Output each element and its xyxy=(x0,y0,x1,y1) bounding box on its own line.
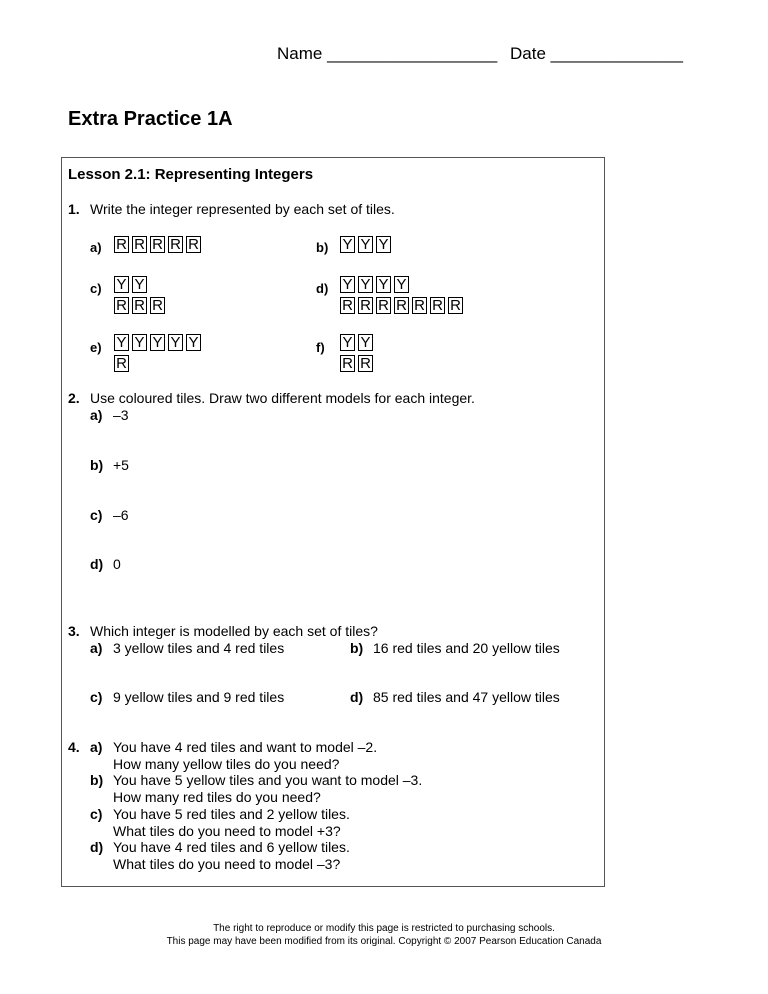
q1-text: Write the integer represented by each set of tiles. xyxy=(90,201,395,217)
q2d-value: 0 xyxy=(113,556,121,572)
red-tile: R xyxy=(114,236,129,253)
red-tile: R xyxy=(114,297,129,314)
q4c-label: c) xyxy=(90,806,103,822)
q3d-text: 85 red tiles and 47 yellow tiles xyxy=(373,689,560,705)
q4a-line1: You have 4 red tiles and want to model –2. xyxy=(113,739,378,755)
q4c-line2: What tiles do you need to model +3? xyxy=(113,823,341,839)
red-tile: R xyxy=(132,236,147,253)
q1c-label: c) xyxy=(90,281,102,296)
q1d-tiles-row1 xyxy=(340,276,409,293)
red-tile: R xyxy=(430,297,445,314)
q1-number: 1. xyxy=(68,201,80,217)
q3b-text: 16 red tiles and 20 yellow tiles xyxy=(373,640,560,656)
q2d-label: d) xyxy=(90,556,104,572)
q3b-label: b) xyxy=(350,640,364,656)
q4d-label: d) xyxy=(90,839,104,855)
q4d-line1: You have 4 red tiles and 6 yellow tiles. xyxy=(113,839,350,855)
q4d-line2: What tiles do you need to model –3? xyxy=(113,856,341,872)
red-tile: R xyxy=(114,355,129,372)
q2-text: Use coloured tiles. Draw two different models for each integer. xyxy=(90,390,475,406)
yellow-tile: Y xyxy=(150,334,165,351)
q2a-label: a) xyxy=(90,407,103,423)
q1e-tiles-row1 xyxy=(114,334,201,351)
yellow-tile: Y xyxy=(114,334,129,351)
red-tile: R xyxy=(132,297,147,314)
q3c-text: 9 yellow tiles and 9 red tiles xyxy=(113,689,285,705)
q3a-label: a) xyxy=(90,640,103,656)
name-label: Name __________________ xyxy=(277,44,498,63)
yellow-tile: Y xyxy=(186,334,201,351)
yellow-tile: Y xyxy=(340,276,355,293)
yellow-tile: Y xyxy=(358,276,373,293)
red-tile: R xyxy=(394,297,409,314)
red-tile: R xyxy=(412,297,427,314)
red-tile: R xyxy=(358,297,373,314)
q3-number: 3. xyxy=(68,623,80,639)
footer-rights: The right to reproduce or modify this page is restricted to purchasing schools. xyxy=(213,923,555,934)
red-tile: R xyxy=(376,297,391,314)
q2c-label: c) xyxy=(90,507,103,523)
q1f-label: f) xyxy=(316,340,325,355)
yellow-tile: Y xyxy=(132,334,147,351)
q3d-label: d) xyxy=(350,689,364,705)
q1b-label: b) xyxy=(316,240,329,255)
yellow-tile: Y xyxy=(132,276,147,293)
red-tile: R xyxy=(340,297,355,314)
red-tile: R xyxy=(448,297,463,314)
q1a-label: a) xyxy=(90,240,102,255)
footer-copyright: This page may have been modified from its original. Copyright © 2007 Pearson Education Canada xyxy=(166,936,602,947)
q1d-label: d) xyxy=(316,281,329,296)
q1b-tiles-row1 xyxy=(340,236,391,253)
q4b-line2: How many red tiles do you need? xyxy=(113,789,321,805)
red-tile: R xyxy=(186,236,201,253)
red-tile: R xyxy=(168,236,183,253)
q1e-tiles-row2 xyxy=(114,355,129,372)
yellow-tile: Y xyxy=(340,334,355,351)
yellow-tile: Y xyxy=(394,276,409,293)
q4c-line1: You have 5 red tiles and 2 yellow tiles. xyxy=(113,806,350,822)
q1f-tiles-row2 xyxy=(340,355,373,372)
q2a-value: –3 xyxy=(113,407,129,423)
yellow-tile: Y xyxy=(358,236,373,253)
date-label: Date ______________ xyxy=(510,44,683,63)
q1c-tiles-row1 xyxy=(114,276,147,293)
q2b-label: b) xyxy=(90,457,104,473)
q4a-label: a) xyxy=(90,739,103,755)
red-tile: R xyxy=(358,355,373,372)
yellow-tile: Y xyxy=(340,236,355,253)
q1a-tiles-row1 xyxy=(114,236,201,253)
red-tile: R xyxy=(150,236,165,253)
q4-number: 4. xyxy=(68,739,80,755)
yellow-tile: Y xyxy=(114,276,129,293)
q1e-label: e) xyxy=(90,340,102,355)
q2c-value: –6 xyxy=(113,507,129,523)
yellow-tile: Y xyxy=(358,334,373,351)
yellow-tile: Y xyxy=(376,276,391,293)
q3-text: Which integer is modelled by each set of tiles? xyxy=(90,623,378,639)
yellow-tile: Y xyxy=(376,236,391,253)
q2b-value: +5 xyxy=(113,457,129,473)
red-tile: R xyxy=(150,297,165,314)
red-tile: R xyxy=(340,355,355,372)
lesson-heading: Lesson 2.1: Representing Integers xyxy=(68,166,314,183)
q4a-line2: How many yellow tiles do you need? xyxy=(113,756,340,772)
q1c-tiles-row2 xyxy=(114,297,165,314)
yellow-tile: Y xyxy=(168,334,183,351)
q4b-line1: You have 5 yellow tiles and you want to model –3. xyxy=(113,772,423,788)
q3a-text: 3 yellow tiles and 4 red tiles xyxy=(113,640,285,656)
q1d-tiles-row2 xyxy=(340,297,463,314)
q4b-label: b) xyxy=(90,772,104,788)
q3c-label: c) xyxy=(90,689,103,705)
page-title: Extra Practice 1A xyxy=(68,108,233,130)
q2-number: 2. xyxy=(68,390,80,406)
q1f-tiles-row1 xyxy=(340,334,373,351)
